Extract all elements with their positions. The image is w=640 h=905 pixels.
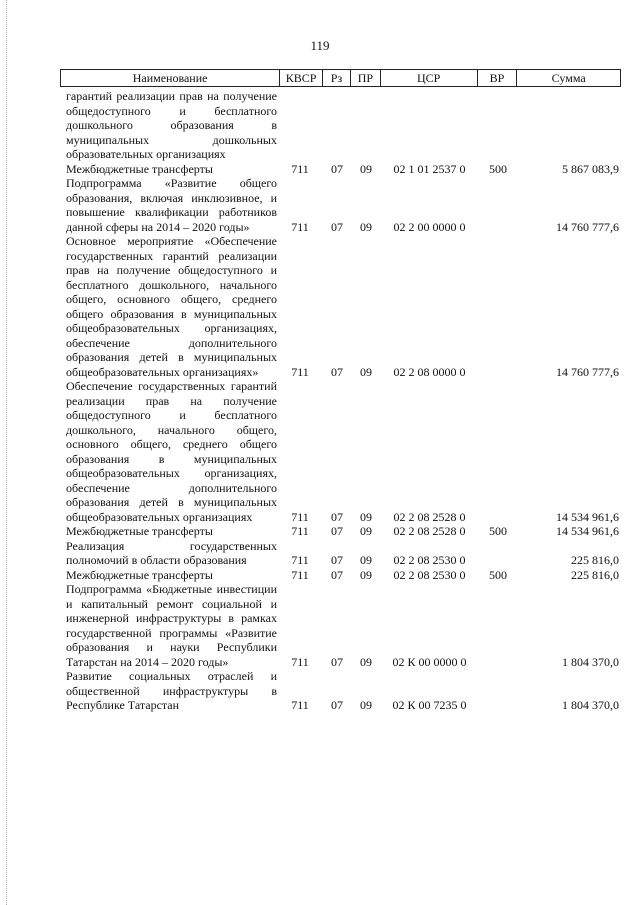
row-sum: 14 760 777,6: [556, 364, 619, 379]
header-sum: Сумма: [551, 71, 586, 85]
row-rz: 07: [331, 698, 343, 712]
row-name: гарантий реализации прав на получение общедоступного и бесплатного дошкольного образования в муниципальных дошкольных образовательных организациях: [66, 89, 277, 161]
row-rz: 07: [331, 654, 343, 669]
row-sum: 1 804 370,0: [562, 654, 619, 669]
row-name: Реализация государственных полномочий в области образования: [66, 538, 277, 567]
row-name: Основное мероприятие «Обеспечение государственных гарантий реализации прав на получение общедоступного и бесплатного дошкольного, начального общего, основного общего, среднего общего образования в муниципальных общеобразовательных организациях, обеспечение дополнительного образования детей в муниципальных общеобразовательных организациях»: [66, 234, 277, 379]
table-row: [60, 89, 621, 162]
row-sum: 14 760 777,6: [556, 219, 619, 234]
row-name: Развитие социальных отраслей и общественной инфраструктуры в Республике Татарстан: [66, 669, 277, 712]
table-body: [60, 89, 621, 713]
row-csr: 02 2 08 0000 0: [393, 364, 466, 379]
row-kvsr: 711: [291, 509, 309, 524]
table-row: [60, 669, 621, 713]
row-pr: 09: [360, 524, 372, 538]
page-number: 119: [310, 38, 330, 53]
row-name: Подпрограмма «Развитие общего образования, включая инклюзивное, и повышение квалификации работников данной сферы на 2014 – 2020 годы»: [66, 176, 277, 234]
table-row: [60, 568, 621, 583]
row-pr: 09: [360, 553, 372, 567]
row-pr: 09: [360, 509, 372, 524]
row-rz: 07: [331, 509, 343, 524]
table-row: [60, 524, 621, 539]
row-sum: 1 804 370,0: [562, 698, 619, 712]
table-row: [60, 582, 621, 669]
row-rz: 07: [331, 553, 343, 567]
row-pr: 09: [360, 698, 372, 712]
row-rz: 07: [331, 364, 343, 379]
row-rz: 07: [331, 524, 343, 538]
row-sum: 225 816,0: [571, 553, 619, 567]
binding-margin-line: [6, 0, 8, 905]
header-name: Наименование: [61, 70, 280, 86]
row-rz: 07: [331, 567, 343, 582]
header-rz: Рз: [323, 70, 351, 86]
row-name: Обеспечение государственных гарантий реализации прав на получение общедоступного и бесплатного дошкольного, начального общего, основного общего, среднего общего образования в муниципальных общеобразовательных организациях, обеспечение дополнительного образования детей в муниципальных общеобразовательных организациях: [66, 379, 277, 524]
row-name: Межбюджетные трансферты: [66, 524, 213, 538]
header-pr: ПР: [351, 70, 381, 86]
row-vr: 500: [489, 524, 507, 538]
row-csr: 02 2 00 0000 0: [393, 219, 466, 234]
row-sum: 5 867 083,9: [562, 161, 619, 176]
row-pr: 09: [360, 219, 372, 234]
row-pr: 09: [360, 567, 372, 582]
row-pr: 09: [360, 364, 372, 379]
row-kvsr: 711: [291, 161, 309, 176]
row-kvsr: 711: [291, 364, 309, 379]
row-csr: 02 2 08 2528 0: [393, 509, 466, 524]
row-csr: 02 2 08 2528 0: [393, 524, 466, 538]
row-csr: 02 2 08 2530 0: [393, 553, 466, 567]
row-name: Подпрограмма «Бюджетные инвестиции и капитальный ремонт социальной и инженерной инфраструктуры в рамках государственной программы «Развитие образования и науки Республики Татарстан на 2014 – 2020 годы»: [66, 582, 277, 669]
header-csr: ЦСР: [381, 70, 478, 86]
row-sum: 14 534 961,6: [556, 524, 619, 538]
row-kvsr: 711: [291, 553, 309, 567]
table-row: [60, 176, 621, 234]
row-kvsr: 711: [291, 654, 309, 669]
row-vr: 500: [489, 161, 507, 176]
row-kvsr: 711: [291, 219, 309, 234]
row-sum: 225 816,0: [571, 567, 619, 582]
header-vr: ВР: [478, 70, 518, 86]
row-csr: 02 К 00 0000 0: [392, 654, 467, 669]
row-rz: 07: [331, 219, 343, 234]
row-csr: 02 1 01 2537 0: [393, 161, 466, 176]
row-pr: 09: [360, 654, 372, 669]
row-name: Межбюджетные трансферты: [66, 567, 213, 582]
row-vr: 500: [489, 567, 507, 582]
header-kvsr: КВСР: [280, 70, 323, 86]
row-pr: 09: [360, 161, 372, 176]
table-header: [60, 69, 621, 87]
row-kvsr: 711: [291, 524, 309, 538]
table-row: [60, 379, 621, 524]
row-rz: 07: [331, 161, 343, 176]
row-csr: 02 К 00 7235 0: [392, 698, 467, 712]
row-csr: 02 2 08 2530 0: [393, 567, 466, 582]
table-row: [60, 539, 621, 568]
row-kvsr: 711: [291, 567, 309, 582]
row-kvsr: 711: [291, 698, 309, 712]
row-sum: 14 534 961,6: [556, 509, 619, 524]
table-row: [60, 234, 621, 379]
row-name: Межбюджетные трансферты: [66, 161, 213, 176]
table-row: [60, 162, 621, 177]
